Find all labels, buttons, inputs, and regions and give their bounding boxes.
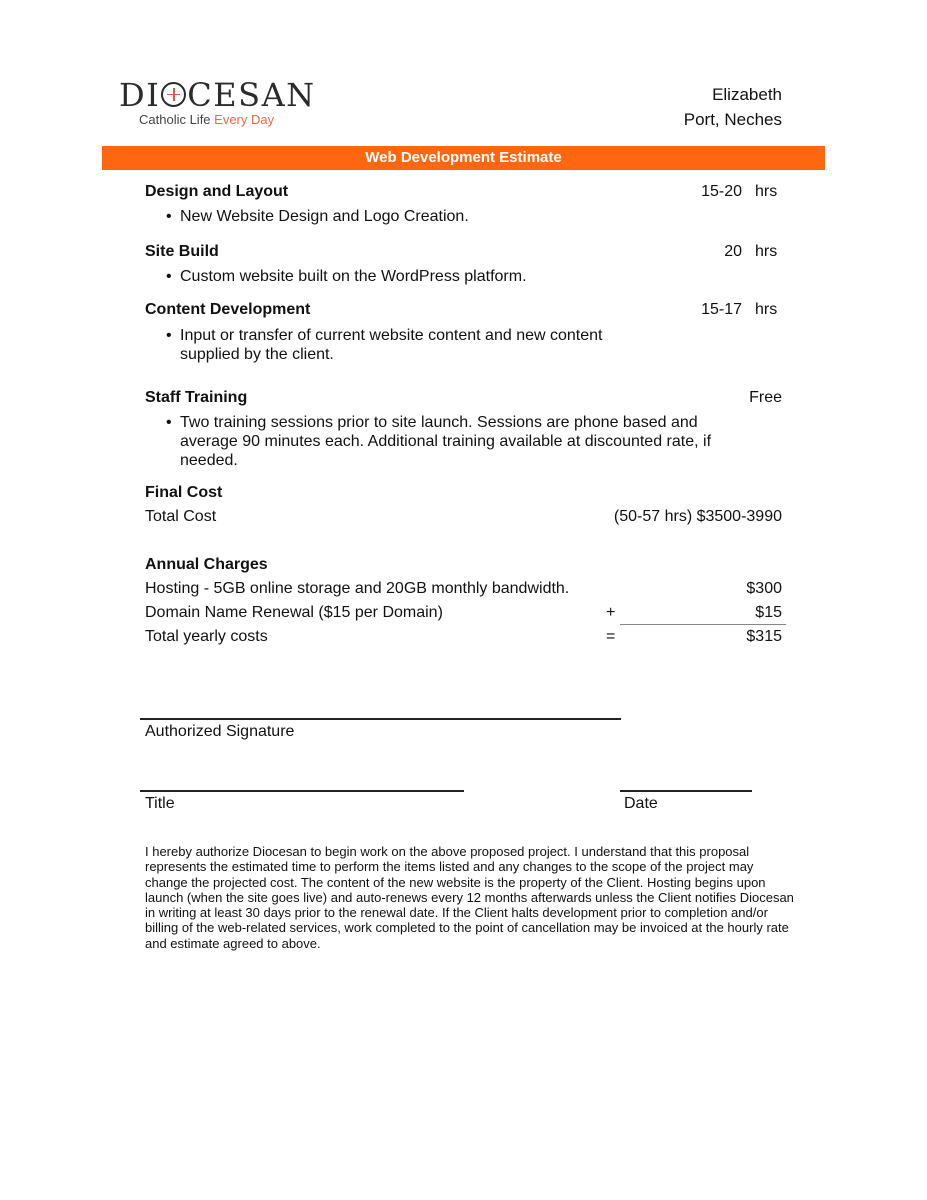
date-label: Date	[624, 795, 658, 812]
item-bullet-content: • Input or transfer of current website content and new content supplied by the client.	[166, 327, 603, 363]
tagline-plain: Catholic Life	[139, 112, 215, 127]
item-bullet-site-build: • Custom website built on the WordPress platform.	[166, 268, 527, 285]
item-title-training: Staff Training	[145, 389, 248, 406]
client-address-line2: Port, Neches	[683, 110, 782, 129]
bullet-icon: •	[166, 414, 172, 431]
item-title-design: Design and Layout	[145, 183, 289, 200]
equals-operator: =	[606, 628, 616, 645]
logo-text-end: CESAN	[187, 76, 316, 114]
title-line[interactable]	[140, 790, 464, 792]
estimate-title-banner: Web Development Estimate	[102, 146, 825, 170]
sum-divider	[620, 624, 786, 625]
plus-operator: +	[606, 604, 616, 621]
date-line[interactable]	[620, 790, 752, 792]
item-unit-site-build: hrs	[755, 243, 778, 260]
total-cost-label: Total Cost	[145, 508, 217, 525]
total-yearly-label: Total yearly costs	[145, 628, 268, 645]
cross-in-circle-icon	[161, 82, 186, 107]
logo-text-start: DI	[119, 76, 161, 114]
item-bullet-training: • Two training sessions prior to site launch. Sessions are phone based and average 90 minutes each. Additional training available at discounted rate, if needed.	[166, 414, 712, 469]
item-title-site-build: Site Build	[145, 243, 219, 260]
annual-charges-heading: Annual Charges	[145, 556, 268, 573]
hosting-label: Hosting - 5GB online storage and 20GB monthly bandwidth.	[145, 580, 570, 597]
item-price-training: Free	[749, 389, 782, 406]
item-hours-design: 15-20	[701, 183, 742, 200]
domain-renewal-amount: $15	[755, 604, 782, 621]
total-yearly-amount: $315	[746, 628, 782, 645]
item-unit-content: hrs	[755, 301, 778, 318]
item-hours-site-build: 20	[724, 243, 742, 260]
authorized-signature-label: Authorized Signature	[145, 723, 295, 740]
total-cost-value: (50-57 hrs) $3500-3990	[613, 508, 782, 525]
hosting-amount: $300	[746, 580, 782, 597]
domain-renewal-label: Domain Name Renewal ($15 per Domain)	[145, 604, 443, 621]
item-bullet-design: • New Website Design and Logo Creation.	[166, 208, 469, 225]
bullet-icon: •	[166, 268, 172, 285]
bullet-icon: •	[166, 327, 172, 344]
diocesan-logo	[119, 76, 316, 114]
title-label: Title	[145, 795, 175, 812]
logo-tagline	[139, 112, 274, 127]
authorized-signature-line[interactable]	[140, 718, 621, 720]
bullet-icon: •	[166, 208, 172, 225]
tagline-accent: Every Day	[214, 112, 275, 127]
item-title-content: Content Development	[145, 301, 311, 318]
authorization-legal-text: I hereby authorize Diocesan to begin work on the above proposed project. I understand that this proposal represents the estimated time to perform the items listed and any changes to the scope of the project may change the projected cost. The content of the new website is the property of the Client. Hosting begins upon launch (when the site goes live) and auto-renews every 12 months afterwards unless the Client notifies Diocesan in writing at least 30 days prior to the renewal date. If the Client halts development prior to completion and/or billing of the web-related services, work completed to the point of cancellation may be invoiced at the hourly rate and estimate agreed to above.	[145, 844, 794, 951]
client-address-line1: Elizabeth	[712, 85, 782, 104]
final-cost-heading: Final Cost	[145, 484, 223, 501]
item-hours-content: 15-17	[701, 301, 742, 318]
item-unit-design: hrs	[755, 183, 778, 200]
